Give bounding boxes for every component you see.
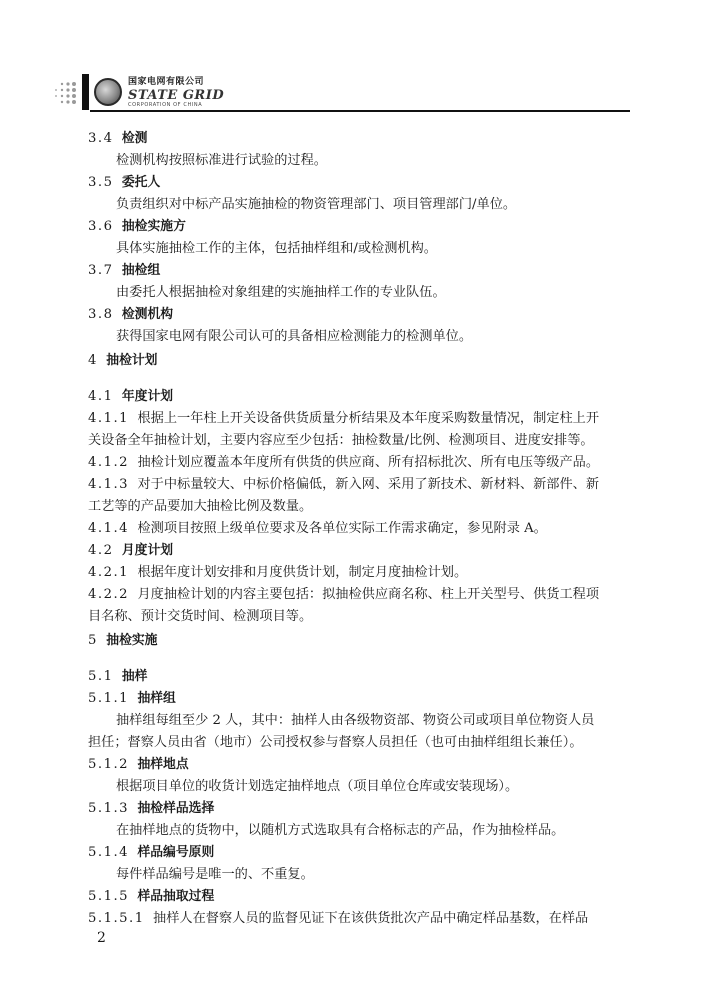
paragraph-text: 由委托人根据抽检对象组建的实施抽样工作的专业队伍。 (116, 285, 446, 300)
section-heading: 委托人 (121, 175, 161, 190)
text-line (88, 498, 312, 516)
header-bar (82, 74, 89, 110)
text-line (116, 284, 446, 302)
text-line (116, 152, 327, 170)
section-number: 3.8 (88, 307, 114, 322)
section-number: 4.2.1 (88, 565, 130, 580)
section-line (88, 218, 186, 236)
paragraph-text: 根据上一年柱上开关设备供货质量分析结果及本年度采购数量情况，制定柱上开 (137, 411, 600, 426)
company-name-en: STATE GRID (128, 88, 225, 103)
section-number: 5 (88, 633, 98, 648)
section-heading: 年度计划 (121, 389, 174, 404)
section-number: 5.1.5 (88, 889, 130, 904)
text-line (88, 608, 312, 626)
paragraph-text: 检测机构按照标准进行试验的过程。 (116, 153, 327, 168)
text-line (88, 734, 583, 752)
section-number: 4.2 (88, 543, 114, 558)
section-number: 5.1.4 (88, 845, 130, 860)
section-line (88, 262, 160, 280)
paragraph-text: 获得国家电网有限公司认可的具备相应检测能力的检测单位。 (116, 329, 473, 344)
paragraph-text: 抽检计划应覆盖本年度所有供货的供应商、所有招标批次、所有电压等级产品。 (137, 455, 600, 470)
text-line (116, 712, 594, 730)
company-name-cn: 国家电网有限公司 (128, 77, 205, 87)
section-number: 5.1.5.1 (88, 911, 145, 926)
section-line (88, 800, 214, 818)
text-line (116, 328, 472, 346)
section-number: 4.1.4 (88, 521, 130, 536)
text-line (116, 778, 518, 796)
section-number: 5.1 (88, 669, 114, 684)
section-line (88, 388, 173, 406)
section-line (88, 306, 173, 324)
section-number: 3.7 (88, 263, 114, 278)
section-heading: 抽检实施 (106, 633, 158, 648)
section-line (88, 454, 599, 472)
section-heading: 样品抽取过程 (137, 889, 215, 904)
section-number: 4.1 (88, 389, 114, 404)
section-heading: 抽检样品选择 (137, 801, 215, 816)
paragraph-text: 抽样人在督察人员的监督见证下在该供货批次产品中确定样品基数，在样品 (153, 911, 589, 926)
section-heading: 检测 (121, 131, 148, 146)
section-heading: 抽样 (121, 669, 148, 684)
section-heading: 样品编号原则 (137, 845, 215, 860)
section-line (88, 130, 147, 148)
text-line (116, 196, 516, 214)
paragraph-text: 月度抽检计划的内容主要包括：拟抽检供应商名称、柱上开关型号、供货工程项 (137, 587, 600, 602)
section-line (88, 910, 588, 928)
section-line (88, 410, 599, 428)
header-rule (90, 110, 630, 112)
section-heading: 检测机构 (121, 307, 174, 322)
section-line (88, 690, 176, 708)
paragraph-text: 目名称、预计交货时间、检测项目等。 (88, 609, 313, 624)
section-number: 5.1.2 (88, 757, 130, 772)
section-number: 5.1.1 (88, 691, 130, 706)
section-number: 3.4 (88, 131, 114, 146)
text-line (88, 432, 594, 450)
section-line (88, 174, 160, 192)
paragraph-text: 对于中标量较大、中标价格偏低，新入网、采用了新技术、新材料、新部件、新 (137, 477, 600, 492)
paragraph-text: 根据项目单位的收货计划选定抽样地点（项目单位仓库或安装现场）。 (116, 779, 519, 794)
paragraph-text: 工艺等的产品要加大抽检比例及数量。 (88, 499, 313, 514)
company-logo-text (128, 78, 224, 108)
section-number: 3.5 (88, 175, 114, 190)
section-line (88, 476, 599, 494)
section-number: 4.1.1 (88, 411, 130, 426)
section-number: 3.6 (88, 219, 114, 234)
page-number: 2 (97, 930, 106, 946)
paragraph-text: 具体实施抽检工作的主体，包括抽样组和/或检测机构。 (116, 241, 437, 256)
paragraph-text: 检测项目按照上级单位要求及各单位实际工作需求确定，参见附录 A。 (137, 521, 547, 536)
section-line (88, 542, 173, 560)
page-header (50, 72, 630, 112)
section-heading: 抽样组 (137, 691, 176, 706)
section-number: 4 (88, 353, 98, 368)
section-line (88, 352, 157, 370)
paragraph-text: 担任；督察人员由省（地市）公司授权参与督察人员担任（也可由抽样组组长兼任）。 (88, 735, 583, 750)
section-heading: 抽检实施方 (121, 219, 186, 234)
section-number: 4.1.2 (88, 455, 130, 470)
paragraph-text: 关设备全年抽检计划，主要内容应至少包括：抽检数量/比例、检测项目、进度安排等。 (88, 433, 594, 448)
section-line (88, 632, 157, 650)
dot-pattern-icon (50, 78, 80, 108)
section-number: 5.1.3 (88, 801, 130, 816)
paragraph-text: 根据年度计划安排和月度供货计划，制定月度抽检计划。 (137, 565, 468, 580)
section-line (88, 586, 599, 604)
text-line (116, 240, 437, 258)
company-name-sub: CORPORATION OF CHINA (128, 102, 203, 108)
text-line (116, 822, 564, 840)
state-grid-logo-icon (94, 78, 122, 106)
section-line (88, 668, 147, 686)
section-line (88, 756, 189, 774)
section-heading: 抽样地点 (137, 757, 189, 772)
section-number: 4.2.2 (88, 587, 130, 602)
section-number: 4.1.3 (88, 477, 130, 492)
section-line (88, 844, 214, 862)
section-heading: 抽检组 (121, 263, 161, 278)
section-line (88, 520, 547, 538)
section-line (88, 888, 214, 906)
paragraph-text: 每件样品编号是唯一的、不重复。 (116, 867, 314, 882)
paragraph-text: 在抽样地点的货物中，以随机方式选取具有合格标志的产品，作为抽检样品。 (116, 823, 565, 838)
section-heading: 抽检计划 (106, 353, 158, 368)
section-line (88, 564, 467, 582)
paragraph-text: 抽样组每组至少 2 人，其中：抽样人由各级物资部、物资公司或项目单位物资人员 (116, 713, 595, 728)
paragraph-text: 负责组织对中标产品实施抽检的物资管理部门、项目管理部门/单位。 (116, 197, 517, 212)
section-heading: 月度计划 (121, 543, 174, 558)
text-line (116, 866, 314, 884)
